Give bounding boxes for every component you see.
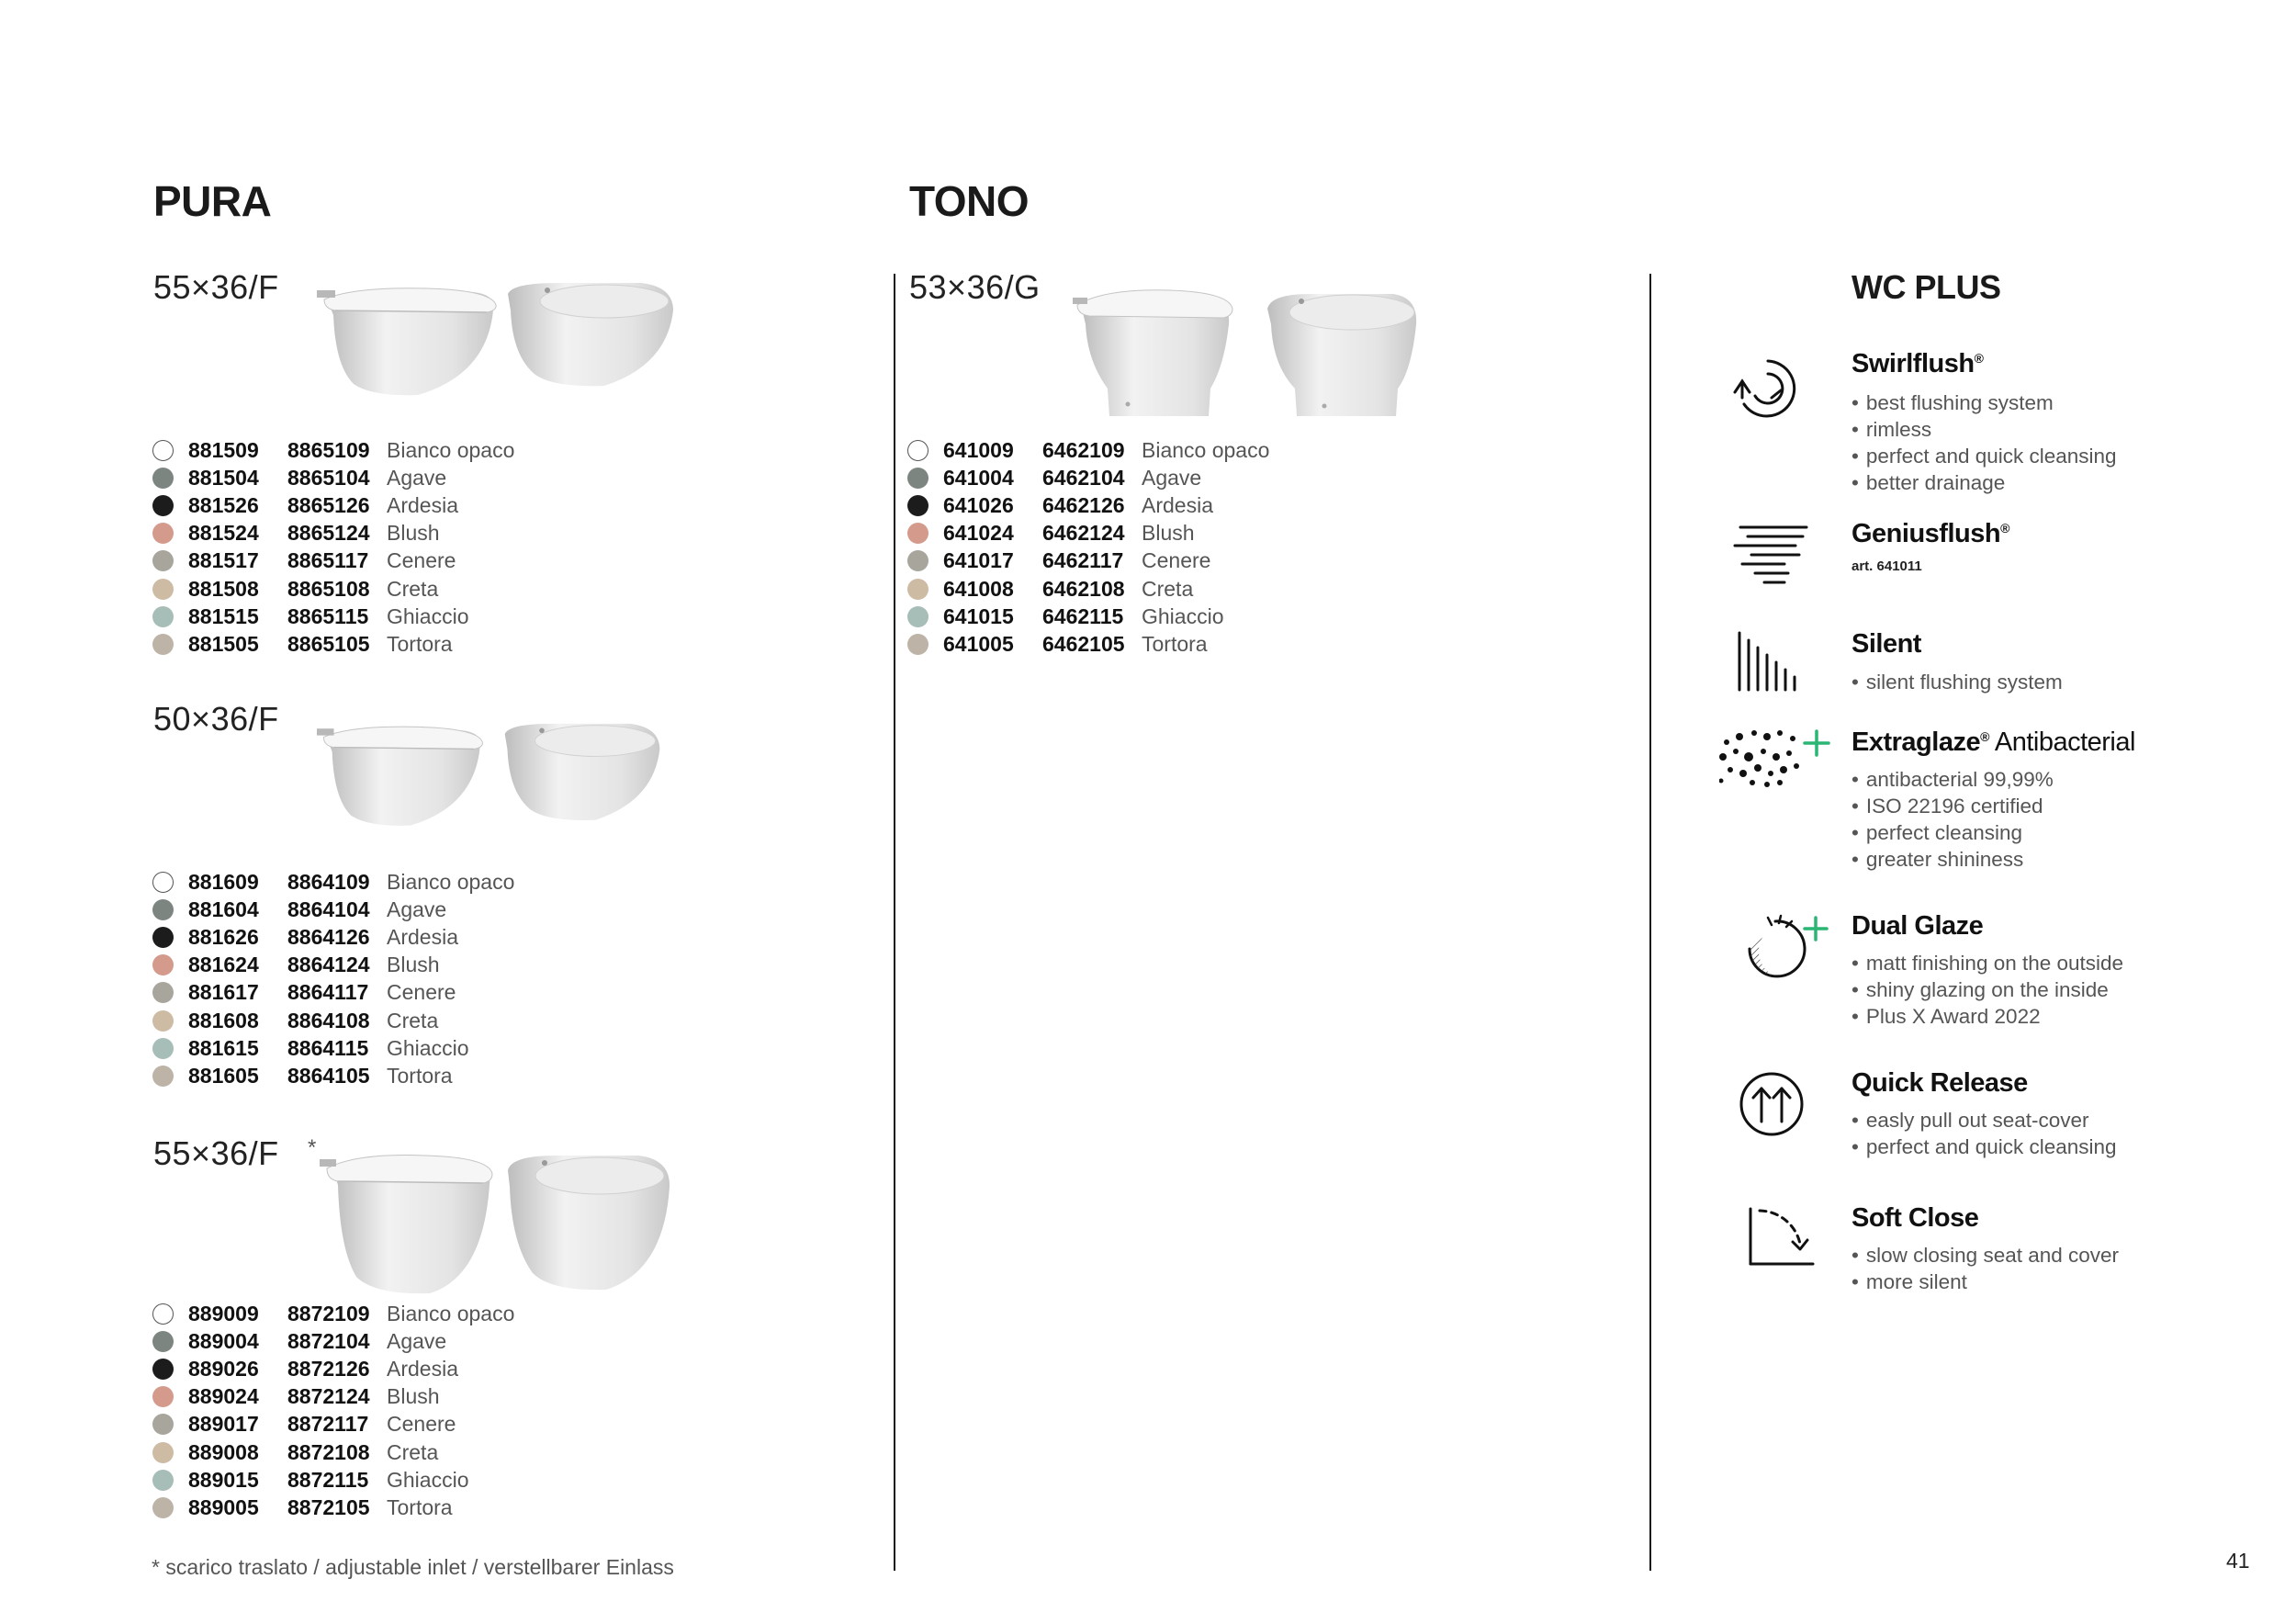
list-item: 881624 8864124 Blush — [152, 952, 514, 979]
color-swatch — [152, 1497, 174, 1518]
list-item: 641024 6462124 Blush — [907, 520, 1269, 547]
color-swatch — [152, 1470, 174, 1491]
color-swatch — [152, 550, 174, 571]
feature-title-extraglaze: Extraglaze® Antibacterial — [1851, 727, 2135, 757]
color-swatch — [152, 1414, 174, 1435]
list-item: 641026 6462126 Ardesia — [907, 491, 1269, 519]
wcplus-title: WC PLUS — [1851, 268, 2001, 306]
dots-plus-icon — [1719, 726, 1834, 790]
feature-bullets-silent: • silent flushing system — [1851, 669, 2063, 695]
pura-size-label: 55×36/F — [153, 1134, 279, 1172]
page-number: 41 — [2226, 1549, 2250, 1573]
dual-glaze-icon — [1740, 914, 1832, 983]
color-swatch — [152, 468, 174, 489]
list-item: 641009 6462109 Bianco opaco — [907, 436, 1269, 464]
list-item: 881615 8864115 Ghiaccio — [152, 1034, 514, 1062]
list-item: 641005 6462105 Tortora — [907, 630, 1269, 658]
list-item: 881508 8865108 Creta — [152, 575, 514, 603]
color-swatch — [152, 523, 174, 544]
pura-code-list-3 — [152, 1300, 514, 1522]
color-swatch — [907, 523, 929, 544]
color-swatch — [152, 495, 174, 516]
color-swatch — [152, 1010, 174, 1032]
feature-bullets-dual-glaze: • matt finishing on the outside • shiny glazing on the inside • Plus X Award 2022 — [1851, 950, 2123, 1030]
list-item: 889024 8872124 Blush — [152, 1383, 514, 1411]
feature-bullets-soft-close: • slow closing seat and cover • more silent — [1851, 1242, 2119, 1295]
column-divider — [894, 274, 895, 1571]
wall-hung-wc-image — [317, 274, 501, 398]
feature-bullets-swirlflush: • best flushing system • rimless • perfect and quick cleansing • better drainage — [1851, 389, 2117, 496]
floor-bidet-image — [1260, 283, 1421, 421]
color-swatch — [907, 606, 929, 627]
feature-title-silent: Silent — [1851, 629, 1921, 659]
feature-bullets-extraglaze: • antibacterial 99,99% • ISO 22196 certified • perfect cleansing • greater shininess — [1851, 766, 2054, 873]
list-item: 881604 8864104 Agave — [152, 896, 514, 923]
list-item: 881605 8864105 Tortora — [152, 1062, 514, 1089]
list-item: 881524 8865124 Blush — [152, 520, 514, 547]
list-item: 889004 8872104 Agave — [152, 1327, 514, 1355]
list-item: 881626 8864126 Ardesia — [152, 923, 514, 951]
color-swatch — [152, 1359, 174, 1380]
color-swatch — [152, 1331, 174, 1352]
feature-title-quick-release: Quick Release — [1851, 1068, 2028, 1098]
soft-close-icon — [1745, 1205, 1818, 1269]
list-item: 889026 8872126 Ardesia — [152, 1355, 514, 1382]
feature-title-dual-glaze: Dual Glaze — [1851, 911, 1984, 941]
color-swatch — [152, 899, 174, 920]
list-item: 881517 8865117 Cenere — [152, 547, 514, 575]
feature-title-soft-close: Soft Close — [1851, 1203, 1979, 1233]
list-item: 881608 8864108 Creta — [152, 1007, 514, 1034]
color-swatch — [907, 579, 929, 600]
color-swatch — [907, 634, 929, 655]
adjustable-inlet-marker: * — [308, 1135, 317, 1160]
bars-icon — [1736, 629, 1809, 694]
color-swatch — [907, 440, 929, 461]
tono-title: TONO — [909, 177, 1030, 225]
color-swatch — [152, 440, 174, 461]
pura-code-list-2 — [152, 868, 514, 1090]
color-swatch — [152, 634, 174, 655]
footnote: * scarico traslato / adjustable inlet / verstellbarer Einlass — [152, 1555, 674, 1579]
wall-hung-bidet-image — [503, 274, 678, 389]
wall-hung-wc-image — [320, 1139, 494, 1295]
floor-wc-image — [1073, 274, 1238, 421]
list-item: 881509 8865109 Bianco opaco — [152, 436, 514, 464]
list-item: 889008 8872108 Creta — [152, 1438, 514, 1466]
tono-size-label: 53×36/G — [909, 268, 1041, 306]
column-divider — [1649, 274, 1651, 1571]
color-swatch — [152, 1303, 174, 1325]
pura-code-list-1 — [152, 436, 514, 659]
list-item: 881504 8865104 Agave — [152, 464, 514, 491]
list-item: 881609 8864109 Bianco opaco — [152, 868, 514, 896]
color-swatch — [907, 468, 929, 489]
list-item: 889017 8872117 Cenere — [152, 1411, 514, 1438]
color-swatch — [152, 982, 174, 1003]
color-swatch — [152, 954, 174, 976]
feature-bullets-quick-release: • easly pull out seat-cover • perfect and quick cleansing — [1851, 1107, 2117, 1160]
list-item: 889009 8872109 Bianco opaco — [152, 1300, 514, 1327]
color-swatch — [152, 1038, 174, 1059]
list-item: 641015 6462115 Ghiaccio — [907, 603, 1269, 630]
pura-size-label: 50×36/F — [153, 700, 279, 738]
list-item: 881515 8865115 Ghiaccio — [152, 603, 514, 630]
list-item: 641004 6462104 Agave — [907, 464, 1269, 491]
list-item: 641017 6462117 Cenere — [907, 547, 1269, 575]
tono-code-list — [907, 436, 1269, 659]
color-swatch — [152, 872, 174, 893]
color-swatch — [152, 927, 174, 948]
color-swatch — [152, 1386, 174, 1407]
swirl-icon — [1731, 354, 1805, 423]
quick-release-icon — [1738, 1070, 1806, 1139]
pura-title: PURA — [153, 177, 272, 225]
feature-title-swirlflush: Swirlflush® — [1851, 349, 1984, 378]
wall-hung-bidet-image — [501, 1143, 675, 1291]
color-swatch — [152, 1066, 174, 1087]
list-item: 641008 6462108 Creta — [907, 575, 1269, 603]
list-item: 881505 8865105 Tortora — [152, 630, 514, 658]
wall-hung-wc-image — [317, 712, 487, 829]
color-swatch — [907, 550, 929, 571]
color-swatch — [907, 495, 929, 516]
color-swatch — [152, 606, 174, 627]
list-item: 889015 8872115 Ghiaccio — [152, 1466, 514, 1494]
color-swatch — [152, 579, 174, 600]
lines-icon — [1731, 524, 1809, 592]
color-swatch — [152, 1442, 174, 1463]
feature-title-geniusflush: Geniusflush® — [1851, 519, 2009, 548]
list-item: 881617 8864117 Cenere — [152, 979, 514, 1007]
wall-hung-bidet-image — [501, 715, 664, 823]
geniusflush-article: art. 641011 — [1851, 558, 1922, 574]
list-item: 881526 8865126 Ardesia — [152, 491, 514, 519]
pura-size-label: 55×36/F — [153, 268, 279, 306]
list-item: 889005 8872105 Tortora — [152, 1494, 514, 1521]
